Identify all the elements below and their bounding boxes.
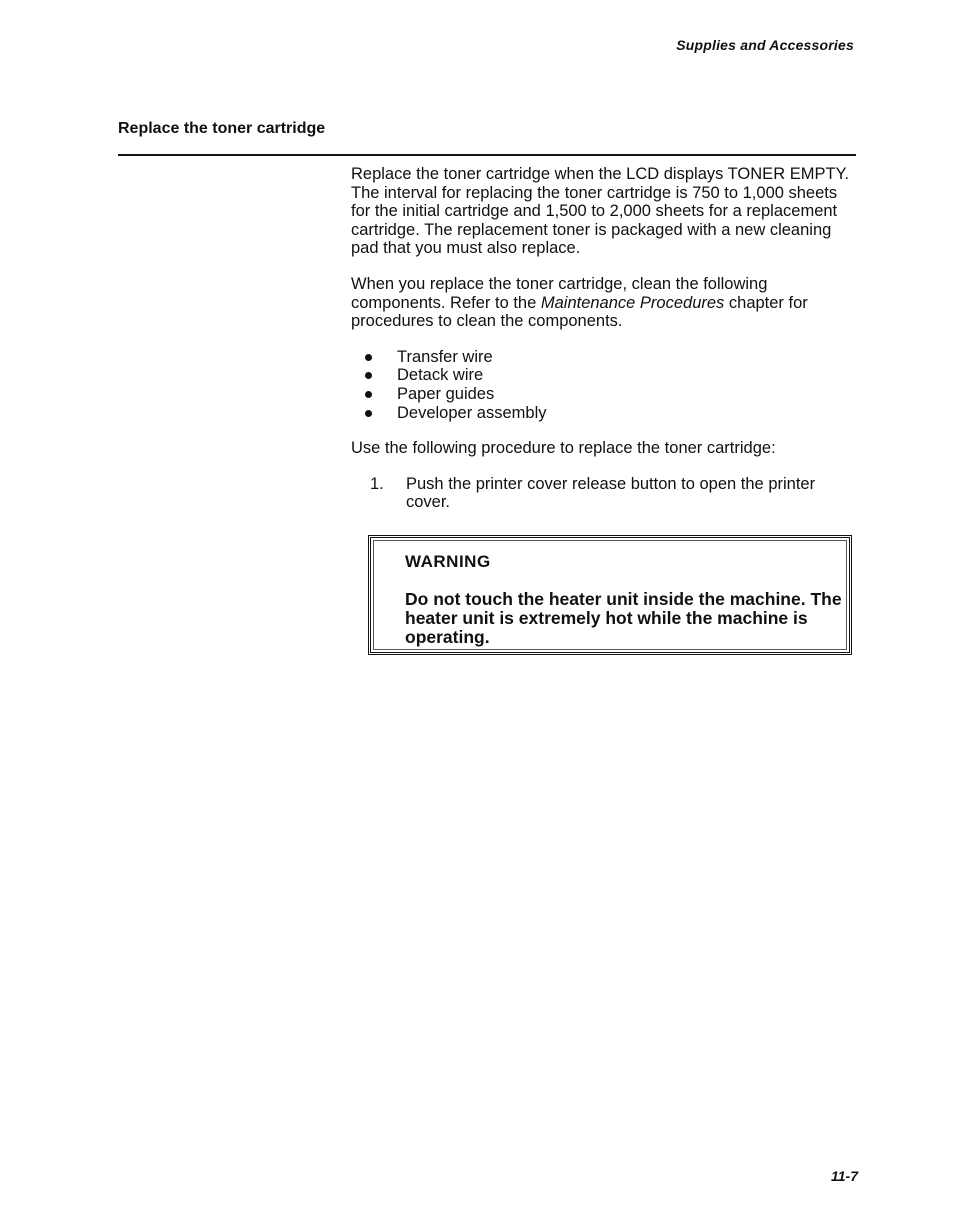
procedure-step	[351, 475, 851, 512]
step-text: Push the printer cover release button to open the printer cover.	[406, 474, 816, 512]
procedure-intro: Use the following procedure to replace the toner cartridge:	[351, 439, 776, 458]
running-header: Supplies and Accessories	[676, 37, 854, 53]
body-column	[351, 165, 866, 512]
section-title: Replace the toner cartridge	[118, 120, 326, 137]
paragraph-intro: Replace the toner cartridge when the LCD displays TONER EMPTY. The interval for replacing the toner cartridge is 750 to 1,000 sheets for the initial cartridge and 1,500 to 2,000 sheets for a replacement cartridge. The replacement toner is packaged with a new cleaning pad that you must also replace.	[351, 165, 849, 258]
warning-title: WARNING	[405, 552, 491, 571]
bullet-icon	[365, 372, 372, 379]
warning-box	[368, 535, 852, 655]
page-number: 11-7	[831, 1168, 858, 1184]
bullet-icon	[365, 410, 372, 417]
section-rule	[118, 154, 856, 156]
chapter-reference: Maintenance Procedures	[540, 293, 725, 312]
warning-text: Do not touch the heater unit inside the machine. The heater unit is extremely hot while the machine is operating.	[405, 589, 842, 647]
components-list	[351, 348, 866, 422]
bullet-icon	[365, 354, 372, 361]
list-item	[351, 366, 866, 385]
bullet-icon	[365, 391, 372, 398]
list-item-label: Paper guides	[397, 384, 495, 403]
list-item	[351, 385, 866, 404]
list-item-label: Transfer wire	[397, 347, 493, 366]
paragraph-components-text-1: When you replace the toner cartridge, clean the following components. Refer to the	[351, 274, 768, 312]
list-item	[351, 404, 866, 423]
paragraph-components	[351, 275, 856, 331]
list-item	[351, 348, 866, 367]
step-number: 1.	[370, 474, 384, 493]
list-item-label: Developer assembly	[397, 403, 547, 422]
list-item-label: Detack wire	[397, 366, 484, 385]
paragraph-components-text-2: chapter for procedures to clean the components.	[351, 293, 808, 331]
